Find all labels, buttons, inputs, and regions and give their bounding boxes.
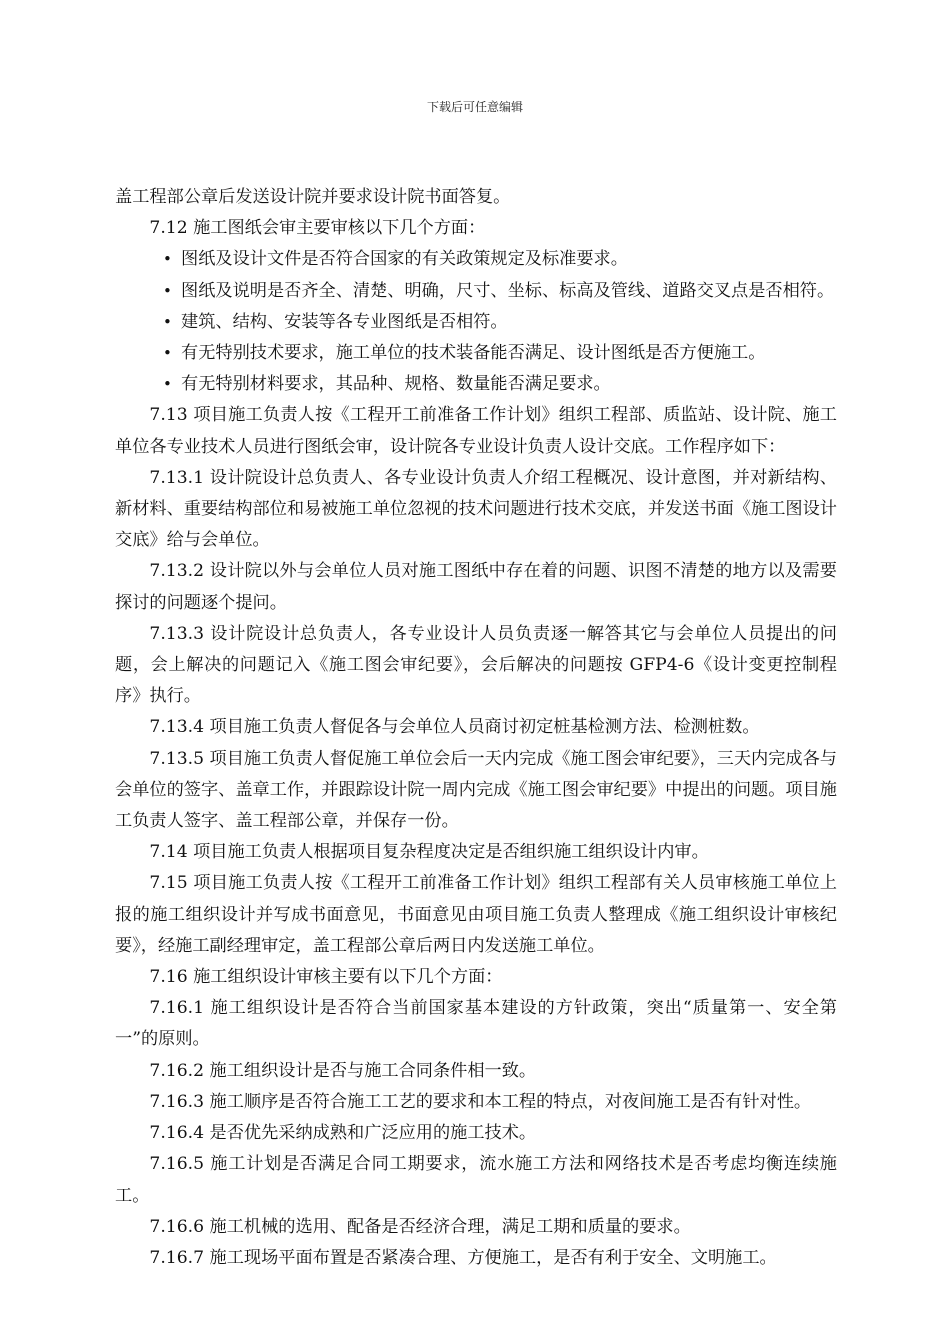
page-header: 下载后可任意编辑	[426, 100, 523, 114]
section-7-13: 7.13 项目施工负责人按《工程开工前准备工作计划》组织工程部、质监站、设计院、施工单位各专业技术人员进行图纸会审，设计院各专业设计负责人设计交底。工作程序如下：	[115, 405, 837, 457]
bullet-icon: •	[163, 312, 172, 331]
section-7-13-3: 7.13.3 设计院设计总负责人，各专业设计人员负责逐一解答其它与会单位人员提出的问题，会上解决的问题记入《施工图会审纪要》，会后解决的问题按 GFP4-6《设计变更控制程序》执行。	[115, 623, 837, 707]
list-item-text: 有无特别技术要求，施工单位的技术装备能否满足、设计图纸是否方便施工。	[181, 343, 766, 364]
list-item	[115, 244, 837, 275]
list-item	[115, 276, 837, 307]
section-7-16-5: 7.16.5 施工计划是否满足合同工期要求，流水施工方法和网络技术是否考虑均衡连续施工。	[115, 1154, 837, 1206]
bullet-icon: •	[163, 375, 172, 394]
list-item-text: 图纸及设计文件是否符合国家的有关政策规定及标准要求。	[181, 249, 628, 270]
paragraph: 盖工程部公章后发送设计院并要求设计院书面答复。	[115, 187, 511, 207]
review-items-list	[115, 244, 837, 400]
list-item-text: 有无特别材料要求，其品种、规格、数量能否满足要求。	[181, 374, 611, 395]
section-7-16: 7.16 施工组织设计审核主要有以下几个方面：	[149, 967, 503, 988]
section-7-16-4: 7.16.4 是否优先采纳成熟和广泛应用的施工技术。	[149, 1123, 537, 1144]
bullet-icon: •	[163, 344, 172, 363]
list-item	[115, 369, 837, 400]
bullet-icon: •	[163, 281, 172, 300]
list-item	[115, 338, 837, 369]
section-7-13-2: 7.13.2 设计院以外与会单位人员对施工图纸中存在着的问题、识图不清楚的地方以及需要探讨的问题逐个提问。	[115, 561, 837, 613]
section-7-13-1: 7.13.1 设计院设计总负责人、各专业设计负责人介绍工程概况、设计意图，并对新结构、新材料、重要结构部位和易被施工单位忽视的技术问题进行技术交底，并发送书面《施工图设计交底》给与会单位。	[115, 467, 837, 551]
section-7-16-6: 7.16.6 施工机械的选用、配备是否经济合理，满足工期和质量的要求。	[149, 1216, 691, 1237]
section-7-15: 7.15 项目施工负责人按《工程开工前准备工作计划》组织工程部有关人员审核施工单位上报的施工组织设计并写成书面意见，书面意见由项目施工负责人整理成《施工组织设计审核纪要》，经施工副经理审定，盖工程部公章后两日内发送施工单位。	[115, 873, 837, 956]
section-7-14: 7.14 项目施工负责人根据项目复杂程度决定是否组织施工组织设计内审。	[149, 842, 709, 863]
section-7-13-4: 7.13.4 项目施工负责人督促各与会单位人员商讨初定桩基检测方法、检测桩数。	[149, 717, 760, 738]
section-heading-7-12: 7.12 施工图纸会审主要审核以下几个方面：	[149, 218, 486, 239]
list-item-text: 图纸及说明是否齐全、清楚、明确，尺寸、坐标、标高及管线、道路交叉点是否相符。	[181, 280, 835, 301]
section-7-16-7: 7.16.7 施工现场平面布置是否紧凑合理、方便施工，是否有利于安全、文明施工。	[149, 1247, 777, 1268]
bullet-icon: •	[163, 250, 172, 269]
section-7-13-5: 7.13.5 项目施工负责人督促施工单位会后一天内完成《施工图会审纪要》，三天内完成各与会单位的签字、盖章工作，并跟踪设计院一周内完成《施工图会审纪要》中提出的问题。项目施工负责人签字、盖工程部公章，并保存一份。	[115, 748, 837, 832]
document-body	[115, 182, 837, 1274]
section-7-16-1: 7.16.1 施工组织设计是否符合当前国家基本建设的方针政策，突出“质量第一、安全第一”的原则。	[115, 998, 837, 1050]
list-item-text: 建筑、结构、安装等各专业图纸是否相符。	[181, 311, 508, 332]
section-7-16-3: 7.16.3 施工顺序是否符合施工工艺的要求和本工程的特点，对夜间施工是否有针对性。	[149, 1091, 812, 1112]
list-item	[115, 307, 837, 338]
section-7-16-2: 7.16.2 施工组织设计是否与施工合同条件相一致。	[149, 1060, 537, 1081]
